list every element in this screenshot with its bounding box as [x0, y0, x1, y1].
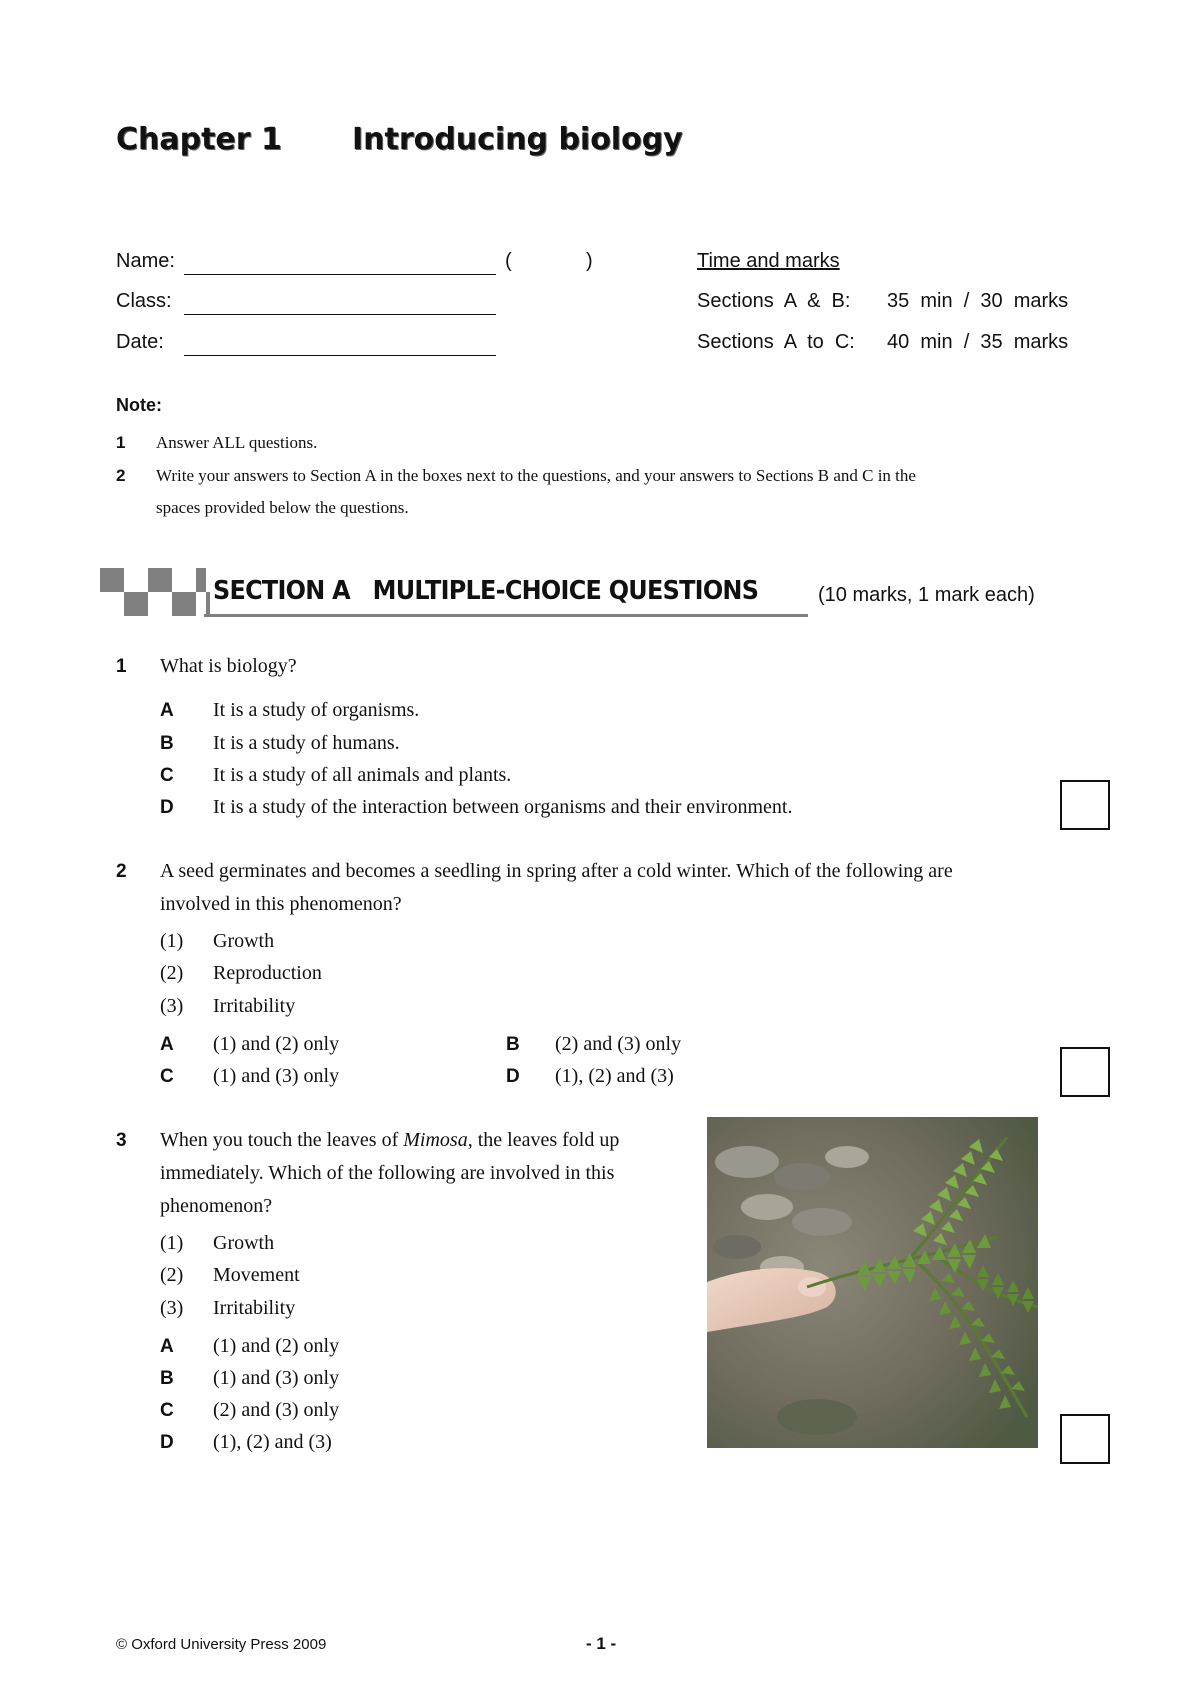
- option-letter: D: [160, 797, 174, 818]
- statement-number: (1): [160, 1232, 184, 1254]
- footer-page-number: - 1 -: [586, 1634, 617, 1653]
- statement-number: (3): [160, 995, 184, 1017]
- option-letter: A: [160, 1336, 174, 1357]
- note-heading: Note:: [116, 395, 162, 415]
- time-ac-value: 40 min / 35 marks: [887, 331, 1069, 353]
- time-ab-label: Sections A & B:: [697, 290, 851, 312]
- species-name: Mimosa: [403, 1129, 468, 1151]
- option-letter: C: [160, 1400, 174, 1421]
- option-text: (1) and (3) only: [213, 1065, 340, 1087]
- mimosa-photo: [707, 1117, 1038, 1448]
- section-a-title: SECTION A MULTIPLE-CHOICE QUESTIONS: [213, 576, 759, 606]
- class-label: Class:: [116, 290, 172, 312]
- statement-number: (1): [160, 930, 184, 952]
- statement-text: Irritability: [213, 1297, 296, 1319]
- option-letter: D: [506, 1066, 520, 1087]
- question-text: What is biology?: [160, 655, 297, 677]
- statement-number: (2): [160, 1264, 184, 1286]
- time-ac-label: Sections A to C:: [697, 331, 855, 353]
- option-letter: B: [160, 733, 174, 754]
- option-letter: B: [160, 1368, 174, 1389]
- answer-box[interactable]: [1060, 780, 1110, 830]
- question-text-cont: immediately. Which of the following are involved in this: [160, 1162, 615, 1184]
- question-number: 3: [116, 1130, 127, 1151]
- option-letter: A: [160, 700, 174, 721]
- statement-text: Growth: [213, 930, 275, 952]
- footer-copyright: © Oxford University Press 2009: [116, 1636, 327, 1653]
- note-item-text: Write your answers to Section A in the boxes next to the questions, and your answers to Sections B and C in the: [156, 466, 916, 485]
- option-text: It is a study of all animals and plants.: [213, 764, 512, 786]
- statement-text: Reproduction: [213, 962, 322, 984]
- option-letter: C: [160, 765, 174, 786]
- question-text: A seed germinates and becomes a seedling in spring after a cold winter. Which of the following are: [160, 860, 953, 882]
- question-number: 1: [116, 656, 127, 677]
- option-text: (1) and (2) only: [213, 1033, 340, 1055]
- name-field[interactable]: [184, 250, 496, 275]
- register-paren-close: ): [586, 250, 593, 272]
- class-field[interactable]: [184, 290, 496, 315]
- time-marks-heading: Time and marks: [697, 250, 840, 272]
- time-ab-value: 35 min / 30 marks: [887, 290, 1069, 312]
- section-checker-icon: [100, 568, 210, 622]
- statement-text: Movement: [213, 1264, 300, 1286]
- option-text: (1), (2) and (3): [213, 1431, 332, 1453]
- option-text: (1), (2) and (3): [555, 1065, 674, 1087]
- option-text: It is a study of the interaction between organisms and their environment.: [213, 796, 793, 818]
- name-label: Name:: [116, 250, 175, 272]
- question-text: When you touch the leaves of Mimosa, the leaves fold up: [160, 1129, 620, 1151]
- option-text: It is a study of organisms.: [213, 699, 420, 721]
- date-field[interactable]: [184, 331, 496, 356]
- statement-number: (2): [160, 962, 184, 984]
- chapter-label: Chapter 1: [116, 122, 282, 157]
- option-text: (1) and (3) only: [213, 1367, 340, 1389]
- answer-box[interactable]: [1060, 1414, 1110, 1464]
- option-text: It is a study of humans.: [213, 732, 400, 754]
- option-letter: D: [160, 1432, 174, 1453]
- question-number: 2: [116, 861, 127, 882]
- question-text-cont: involved in this phenomenon?: [160, 893, 402, 915]
- statement-text: Growth: [213, 1232, 275, 1254]
- section-underline: [204, 614, 808, 617]
- answer-box[interactable]: [1060, 1047, 1110, 1097]
- question-text-cont: phenomenon?: [160, 1195, 273, 1217]
- statement-number: (3): [160, 1297, 184, 1319]
- statement-text: Irritability: [213, 995, 296, 1017]
- option-letter: A: [160, 1034, 174, 1055]
- chapter-title: Introducing biology: [352, 122, 683, 157]
- option-letter: C: [160, 1066, 174, 1087]
- option-text: (1) and (2) only: [213, 1335, 340, 1357]
- section-a-marks: (10 marks, 1 mark each): [818, 584, 1035, 606]
- option-letter: B: [506, 1034, 520, 1055]
- register-paren-open: (: [505, 250, 512, 272]
- option-text: (2) and (3) only: [555, 1033, 682, 1055]
- date-label: Date:: [116, 331, 164, 353]
- note-item-number: 1: [116, 433, 126, 452]
- option-text: (2) and (3) only: [213, 1399, 340, 1421]
- note-item-text-cont: spaces provided below the questions.: [156, 498, 409, 517]
- note-item-number: 2: [116, 466, 126, 485]
- note-item-text: Answer ALL questions.: [156, 433, 318, 452]
